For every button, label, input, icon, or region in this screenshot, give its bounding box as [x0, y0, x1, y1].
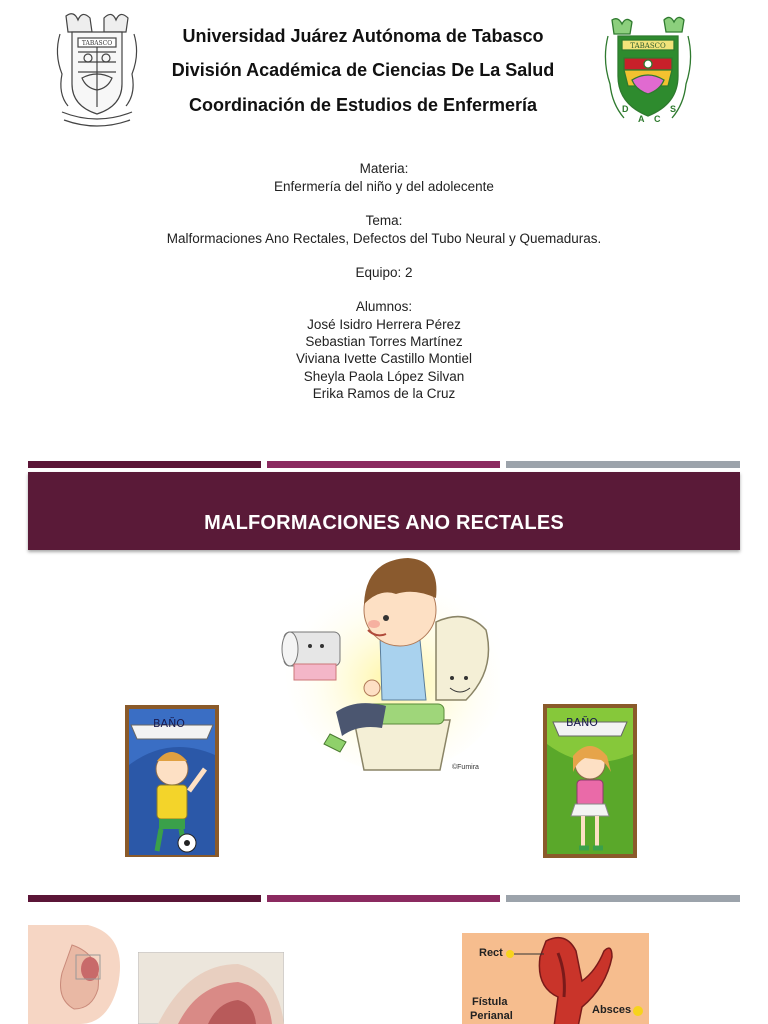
- illustration-credit: ©Fumira: [452, 764, 479, 771]
- perianal-anatomy-image: [28, 925, 128, 1024]
- perianal-closeup-image: [138, 952, 284, 1024]
- equipo-label: Equipo: 2: [355, 265, 413, 280]
- alumno-item: Erika Ramos de la Cruz: [312, 386, 456, 401]
- alumno-item: Viviana Ivette Castillo Montiel: [295, 351, 473, 366]
- svg-text:S: S: [670, 104, 677, 114]
- division-name: División Académica de Ciencias De La Salud: [171, 60, 555, 80]
- tema-value: Malformaciones Ano Rectales, Defectos del Tubo Neural y Quemaduras.: [166, 231, 602, 246]
- slide-bottom-bar-3: [506, 895, 740, 902]
- slide-bottom-bar-1: [28, 895, 261, 902]
- materia-value: Enfermería del niño y del adolecente: [274, 179, 494, 194]
- child-on-potty-illustration: [276, 552, 500, 774]
- slide-top-bar-3: [506, 461, 740, 468]
- bath-sign-right-label: BAÑO: [566, 716, 598, 729]
- slide-title-band: [28, 472, 740, 550]
- svg-text:A: A: [638, 114, 645, 124]
- ujat-crest-logo: [52, 8, 142, 132]
- diagram-label-rect: Rect: [479, 947, 503, 959]
- svg-text:C: C: [654, 114, 661, 124]
- university-name: Universidad Juárez Autónoma de Tabasco: [182, 26, 544, 46]
- alumno-item: Sheyla Paola López Silvan: [303, 369, 465, 384]
- materia-label: Materia:: [359, 161, 409, 176]
- dacs-crest-logo: [602, 14, 694, 130]
- alumno-item: Sebastian Torres Martínez: [305, 334, 463, 349]
- diagram-label-perianal: Perianal: [470, 1010, 513, 1022]
- diagram-label-absces: Absces: [592, 1004, 632, 1016]
- slide-top-bar-1: [28, 461, 261, 468]
- bath-sign-left-label: BAÑO: [153, 717, 185, 730]
- tema-label: Tema:: [365, 213, 403, 228]
- svg-text:TABASCO: TABASCO: [81, 40, 113, 47]
- alumno-item: José Isidro Herrera Pérez: [307, 317, 461, 332]
- coordination-name: Coordinación de Estudios de Enfermería: [188, 95, 538, 115]
- svg-text:TABASCO: TABASCO: [630, 42, 666, 50]
- slide-title: MALFORMACIONES ANO RECTALES: [204, 512, 564, 534]
- svg-text:D: D: [622, 104, 629, 114]
- diagram-label-fistula: Fístula: [472, 996, 508, 1008]
- slide-top-bar-2: [267, 461, 500, 468]
- slide-bottom-bar-2: [267, 895, 500, 902]
- alumnos-label: Alumnos:: [355, 299, 413, 314]
